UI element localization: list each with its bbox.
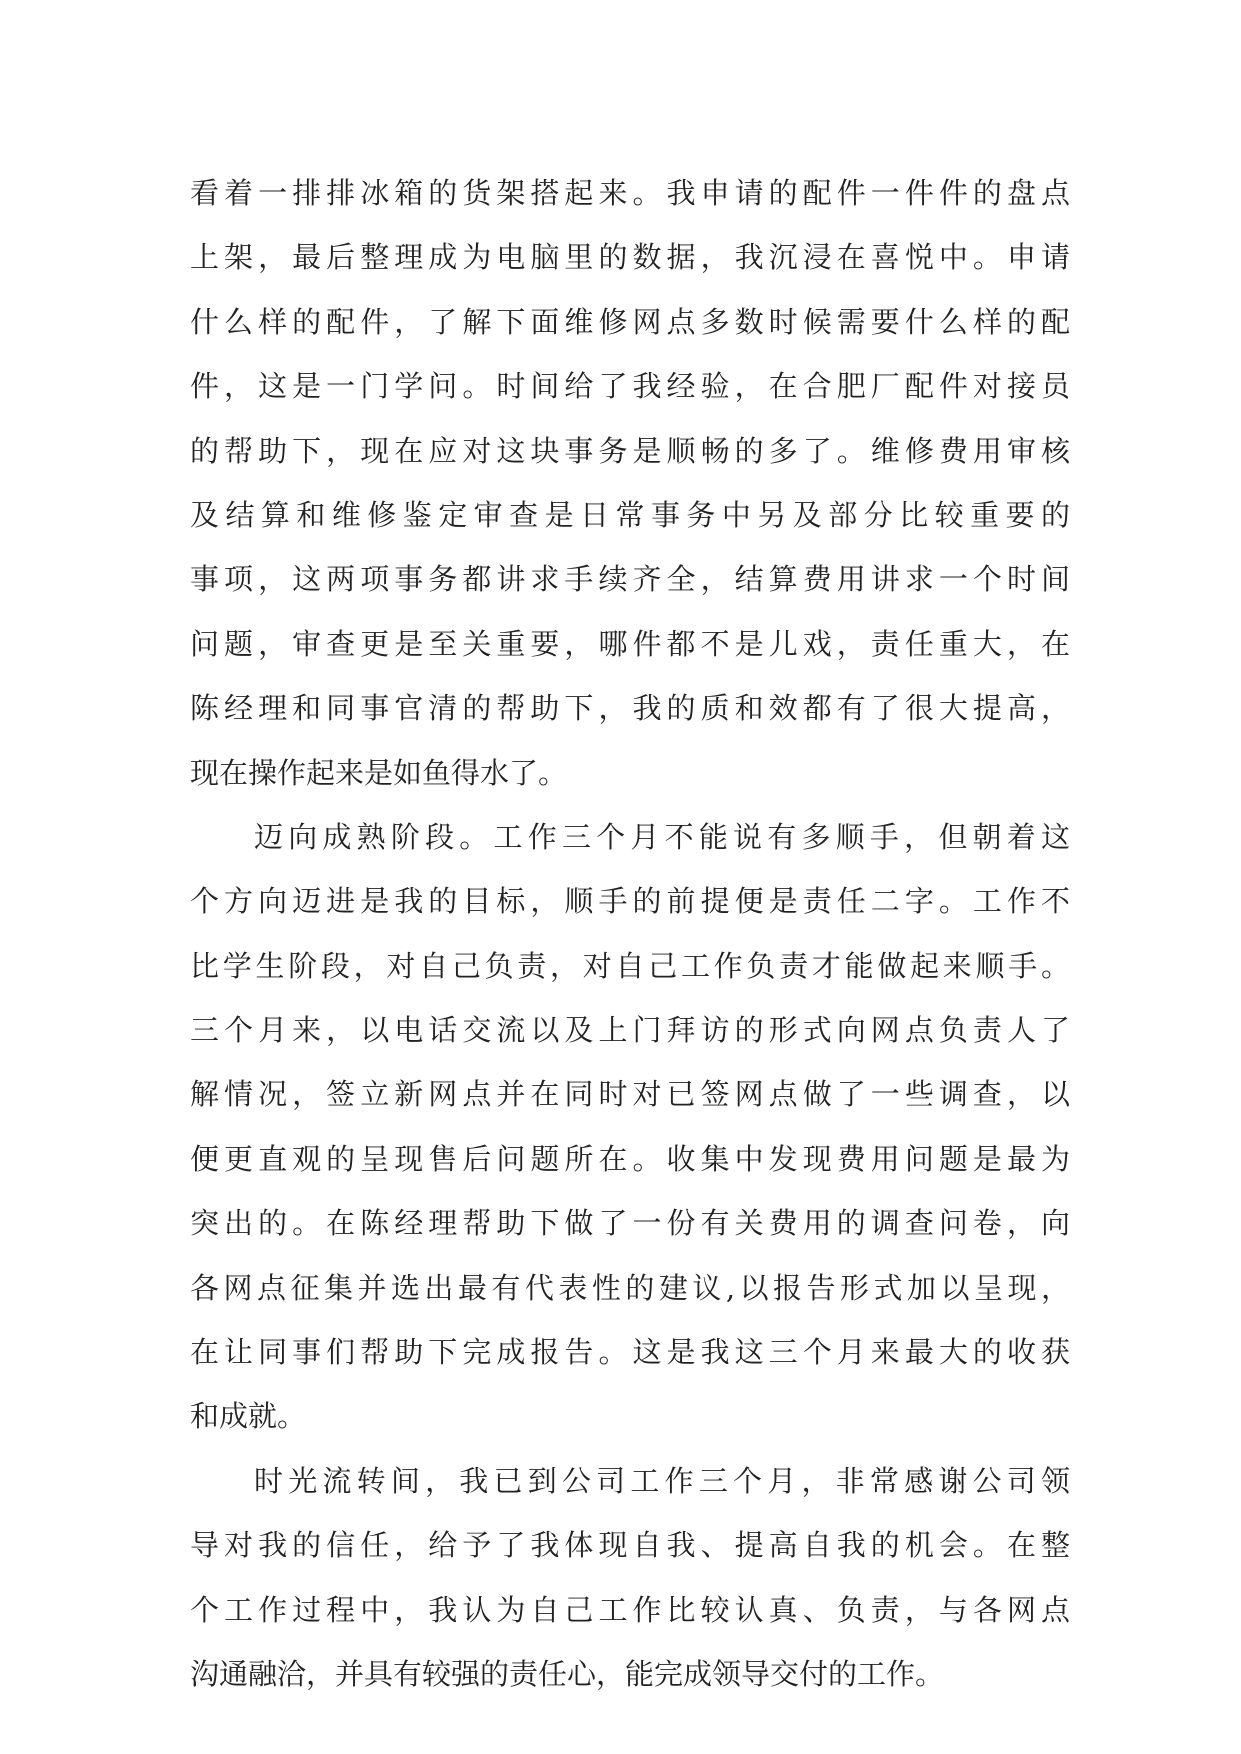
text-line: 比学生阶段，对自己负责，对自己工作负责才能做起来顺手。 [190,948,1070,983]
text-line: 上架，最后整理成为电脑里的数据，我沉浸在喜悦中。申请 [190,240,1070,275]
text-line: 及结算和维修鉴定审查是日常事务中另及部分比较重要的 [190,497,1070,532]
text-line: 问题，审查更是至关重要，哪件都不是儿戏，责任重大，在 [190,626,1070,661]
text-line: 时光流转间，我已到公司工作三个月，非常感谢公司领 [254,1463,1070,1498]
text-line: 个工作过程中，我认为自己工作比较认真、负责，与各网点 [190,1592,1070,1627]
text-line: 和成就。 [190,1399,307,1434]
text-line: 沟通融洽，并具有较强的责任心，能完成领导交付的工作。 [190,1656,945,1691]
text-line: 个方向迈进是我的目标，顺手的前提便是责任二字。工作不 [190,884,1070,919]
text-line: 解情况，签立新网点并在同时对已签网点做了一些调查，以 [190,1077,1070,1112]
text-line: 陈经理和同事官清的帮助下，我的质和效都有了很大提高， [190,691,1070,726]
text-line: 现在操作起来是如鱼得水了。 [190,755,568,790]
text-line: 看着一排排冰箱的货架搭起来。我申请的配件一件件的盘点 [190,176,1070,210]
text-line: 什么样的配件，了解下面维修网点多数时候需要什么样的配 [190,304,1070,339]
text-line: 在让同事们帮助下完成报告。这是我这三个月来最大的收获 [190,1335,1070,1370]
paragraph-3 [190,1449,1070,1707]
text-line: 三个月来，以电话交流以及上门拜访的形式向网点负责人了 [190,1013,1070,1048]
text-line: 导对我的信任，给予了我体现自我、提高自我的机会。在整 [190,1528,1070,1563]
text-line: 各网点征集并选出最有代表性的建议,以报告形式加以呈现， [190,1270,1070,1305]
text-line: 便更直观的呈现售后问题所在。收集中发现费用问题是最为 [190,1141,1070,1176]
text-line: 突出的。在陈经理帮助下做了一份有关费用的调查问卷，向 [190,1206,1070,1241]
text-line: 事项，这两项事务都讲求手续齐全，结算费用讲求一个时间 [190,562,1070,597]
text-line: 迈向成熟阶段。工作三个月不能说有多顺手，但朝着这 [254,819,1070,854]
paragraph-2 [190,805,1070,1449]
text-line: 的帮助下，现在应对这块事务是顺畅的多了。维修费用审核 [190,433,1070,468]
document-body [190,161,1070,1706]
text-line: 件，这是一门学问。时间给了我经验，在合肥厂配件对接员 [190,369,1070,404]
paragraph-1 [190,161,1070,805]
